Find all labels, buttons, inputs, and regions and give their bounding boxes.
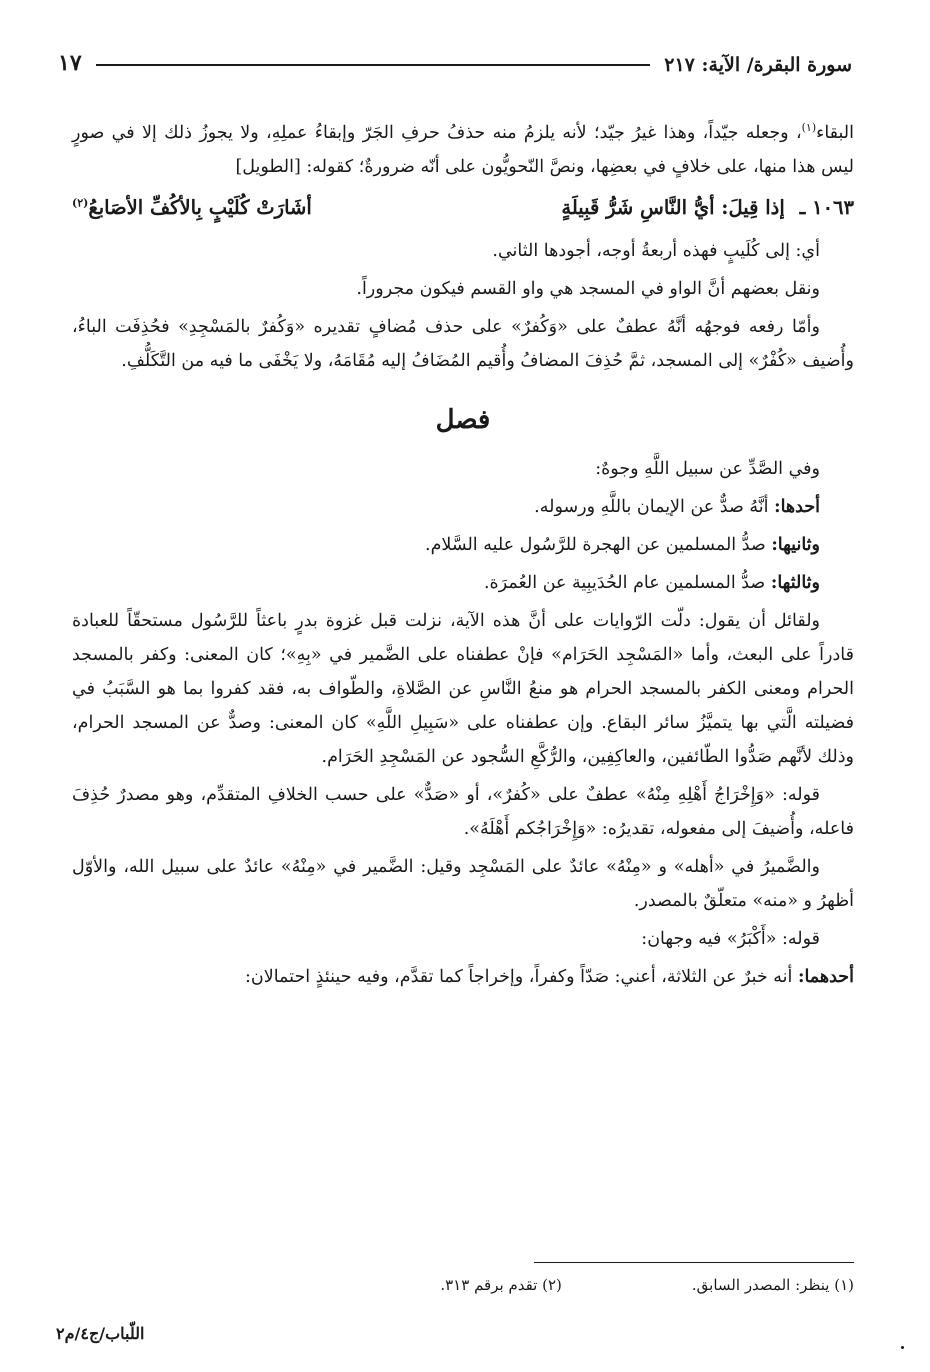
section-title: فصل (435, 405, 491, 435)
paragraph-10: أحدهما: أنه خبرٌ عن الثلاثة، أعني: صَدّاً وكفراً، وإخراجاً كما تقدَّم، وفيه حينئذٍ احتمالان: (244, 967, 854, 987)
running-header (58, 40, 852, 76)
aspects-list (72, 490, 854, 600)
paragraph-3: ونقل بعضهم أنَّ الواو في المسجد هي واو القسم فيكون مجروراً. (356, 279, 820, 299)
surah-reference: سورة البقرة/ الآية: ٢١٧ (664, 54, 852, 76)
page-number: ١٧ (58, 50, 82, 76)
list-item: وثانيها: صدُّ المسلمين عن الهجرة للرَّسُول عليه السَّلام. (425, 535, 820, 555)
poetry-verse (72, 188, 854, 228)
paragraph-1: البقاء$^{(١)}$، وجعله جيّداً، وهذا غيرُ جيّد؛ لأنه يلزمُ منه حذفُ حرفِ الجَرّ وإبقاءُ عملِهِ، ولا يجوزُ ذلك إلا في صورٍ ليس هذا منها، على خلافٍ في بعضِها، ونصَّ النّحويُّون على أنّه ضرورةٌ؛ كقوله: [الطويل] (72, 121, 854, 177)
footnote-ref-1: (١) (801, 121, 817, 135)
paragraph-7: قوله: «وَإِخْرَاجُ أَهْلِهِ مِنْهُ» عطفٌ على «كُفرٌ»، أو «صَدٌّ» على حسب الخلافِ المتقدِّم، وهو مصدرٌ حُذِفَ فاعله، وأُضيفَ إلى مفعوله، تقديرُه: «وَإِخْرَاجُكم أَهْلَهُ». (72, 785, 854, 839)
footnote-2: (٢) تقدم برقم ٣١٣. (440, 1276, 562, 1294)
list-item: وثالثها: صدُّ المسلمين عام الحُدَيبِية عن العُمرَة. (483, 573, 820, 593)
printer-signature: اللّباب/ج٤/م٢ (56, 1324, 145, 1343)
list-item: أحدها: أنَّهُ صدٌّ عن الإيمان باللَّهِ ورسوله. (534, 497, 820, 517)
verse-hemistich-2: أشَارَتْ كُلَيْبٍ بِالأكُفِّ الأصَابعُ$^{(٢)}$ (72, 196, 312, 219)
paragraph-4: وأمّا رفعه فوجهُه أنَّهُ عطفٌ على «وَكُفرٌ» على حذف مُضافٍ تقديره «وَكُفرٌ بالمَسْجِدِ» فحُذِفَت الباءُ، وأُضيف «كُفْرٌ» إلى المسجد، ثمَّ حُذِفَ المضافُ وأُقيم المُضَافُ إليه مُقَامَهُ، ولا يَخْفَى ما فيه من التَّكَلُّفِ. (72, 317, 854, 371)
print-speck (901, 1346, 904, 1349)
footnote-separator (534, 1262, 854, 1263)
header-rule (96, 64, 651, 66)
footnotes (72, 1276, 854, 1294)
paragraph-9: قوله: «أَكْبَرُ» فيه وجهان: (641, 929, 820, 949)
paragraph-8: والضَّميرُ في «أهله» و «مِنْهُ» عائدٌ على المَسْجِد وقيل: الضَّمير في «مِنْهُ» عائدٌ على سبيل الله، والأوّل أظهرُ و «منه» متعلّقٌ بالمصدر. (72, 857, 854, 911)
paragraph-6: ولقائل أن يقول: دلّت الرّوايات على أنَّ هذه الآية، نزلت قبل غزوة بدرٍ باعثاً للرَّسُول مستحقّاً للعبادة قادراً على البعث، وأما «المَسْجِد الحَرَام» فإنْ عطفناه على الضَّمير في «بِهِ»؛ كان المعنى: وكفر بالمسجد الحرام ومعنى الكفر بالمسجد الحرام هو منعُ النَّاسِ عن الصَّلاةِ، والطّواف به، فقد كفروا بما هو السَّبَبُ في فضيلته الَّتي بها يتميَّزُ سائر البقاع. وإن عطفناه على «سَبِيلِ اللَّهِ» كان المعنى: وصدٌّ عن المسجد الحرام، وذلك لأنَّهم صَدُّوا الطّائفين، والعاكِفِين، والرُّكَّعِ السُّجود عن المَسْجِدِ الحَرَام. (72, 611, 854, 767)
paragraph-2: أي: إلى كُلَيبٍ فهذه أربعةُ أوجه، أجودها الثاني. (492, 241, 820, 261)
verse-hemistich-1: إذا قِيلَ: أيُّ النَّاسِ شَرُّ قَبِيلَةٍ (561, 196, 785, 219)
main-text (72, 116, 854, 998)
footnote-ref-2: (٢) (72, 196, 89, 210)
footnote-1: (١) ينظر: المصدر السابق. (691, 1276, 854, 1294)
paragraph-5: وفي الصَّدِّ عن سبيل اللَّهِ وجوهٌ: (595, 459, 820, 479)
verse-number: ١٠٦٣ ـ إذا قِيلَ: أيُّ النَّاسِ شَرُّ قَبِيلَةٍ (561, 196, 854, 219)
